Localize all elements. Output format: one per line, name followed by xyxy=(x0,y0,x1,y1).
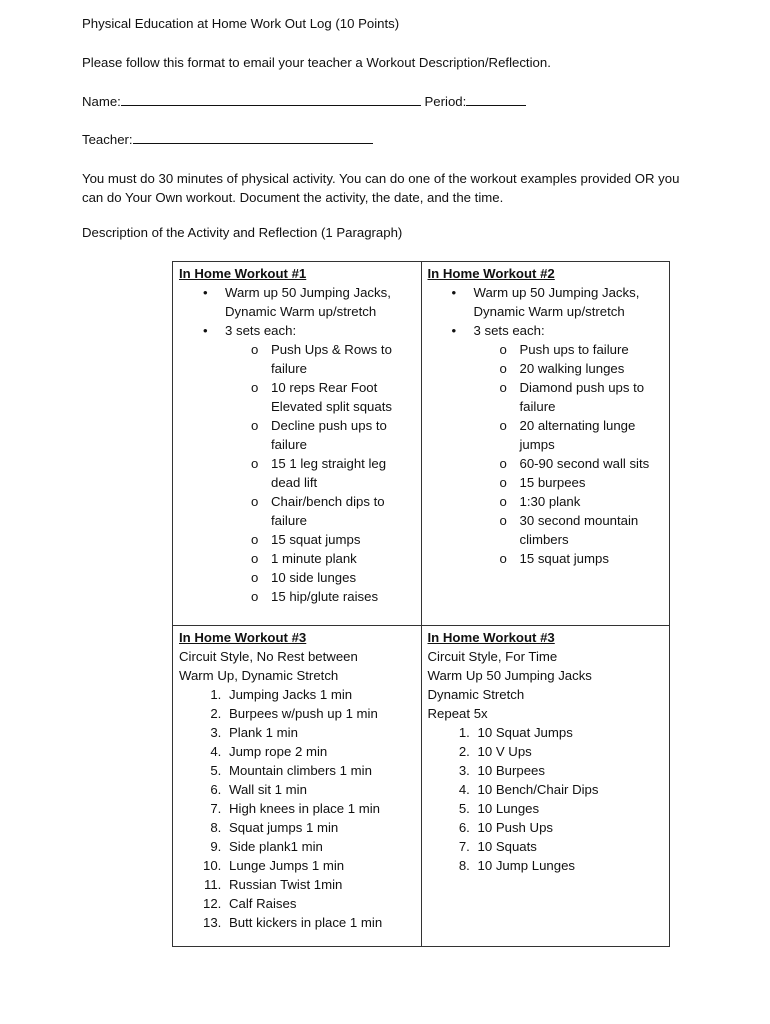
description-prompt: Description of the Activity and Reflection (1 Paragraph) xyxy=(82,225,403,240)
workout-1-bullets xyxy=(179,283,415,606)
workout-2-title: In Home Workout #2 xyxy=(427,266,555,281)
workout-3-intro-2: Warm Up, Dynamic Stretch xyxy=(179,668,339,683)
list-item: o 1:30 plank xyxy=(520,492,664,511)
workout-3-title: In Home Workout #3 xyxy=(179,630,307,645)
list-item: o Diamond push ups to failure xyxy=(520,378,664,416)
workout-2-sets-label: 3 sets each: xyxy=(473,323,545,338)
list-item: 5. Mountain climbers 1 min xyxy=(225,761,415,780)
list-item: o 15 1 leg straight leg dead lift xyxy=(271,454,415,492)
teacher-row xyxy=(82,131,373,147)
instruction-text: Please follow this format to email your teacher a Workout Description/Reflection. xyxy=(82,55,551,70)
name-label: Name: xyxy=(82,94,121,109)
list-item: o 20 walking lunges xyxy=(520,359,664,378)
workout-3-exercise-list xyxy=(179,685,415,932)
workout-1-title: In Home Workout #1 xyxy=(179,266,307,281)
list-item: 1. 10 Squat Jumps xyxy=(474,723,664,742)
list-item: 4. Jump rope 2 min xyxy=(225,742,415,761)
list-item: 8. 10 Jump Lunges xyxy=(474,856,664,875)
workout-cell-3 xyxy=(173,626,422,947)
page-title: Physical Education at Home Work Out Log (10 Points) xyxy=(82,16,400,31)
teacher-blank[interactable] xyxy=(133,131,373,144)
name-blank[interactable] xyxy=(121,93,421,106)
list-item: o 10 side lunges xyxy=(271,568,415,587)
list-item: o Push Ups & Rows to failure xyxy=(271,340,415,378)
list-item: 2. 10 V Ups xyxy=(474,742,664,761)
list-item: o 1 minute plank xyxy=(271,549,415,568)
list-item: 3. Plank 1 min xyxy=(225,723,415,742)
list-item: 6. Wall sit 1 min xyxy=(225,780,415,799)
period-label: Period: xyxy=(424,94,467,109)
list-item: o Decline push ups to failure xyxy=(271,416,415,454)
workout-cell-1 xyxy=(173,262,422,626)
list-item: 2. Burpees w/push up 1 min xyxy=(225,704,415,723)
list-item: o Chair/bench dips to failure xyxy=(271,492,415,530)
list-item: o 10 reps Rear Foot Elevated split squats xyxy=(271,378,415,416)
list-item: o 15 squat jumps xyxy=(520,549,664,568)
workout-2-sets xyxy=(474,321,664,568)
list-item: o 15 squat jumps xyxy=(271,530,415,549)
list-item: 8. Squat jumps 1 min xyxy=(225,818,415,837)
list-item: 10. Lunge Jumps 1 min xyxy=(225,856,415,875)
workout-1-sets xyxy=(225,321,415,606)
workout-table xyxy=(172,261,670,947)
list-item: o Push ups to failure xyxy=(520,340,664,359)
workout-4-intro-2: Warm Up 50 Jumping Jacks xyxy=(427,668,592,683)
list-item: 11. Russian Twist 1min xyxy=(225,875,415,894)
workout-2-exercise-list xyxy=(474,340,664,568)
list-item: 9. Side plank1 min xyxy=(225,837,415,856)
workout-2-bullets xyxy=(428,283,664,568)
workout-4-exercise-list xyxy=(428,723,664,875)
list-item: 3. 10 Burpees xyxy=(474,761,664,780)
workout-1-sets-label: 3 sets each: xyxy=(225,323,297,338)
list-item: 13. Butt kickers in place 1 min xyxy=(225,913,415,932)
workout-4-title: In Home Workout #3 xyxy=(427,630,555,645)
list-item: o 15 hip/glute raises xyxy=(271,587,415,606)
list-item: 4. 10 Bench/Chair Dips xyxy=(474,780,664,799)
workout-3-intro-1: Circuit Style, No Rest between xyxy=(179,649,358,664)
list-item: o 20 alternating lunge jumps xyxy=(520,416,664,454)
list-item: 6. 10 Push Ups xyxy=(474,818,664,837)
workout-1-warmup: • Warm up 50 Jumping Jacks, Dynamic Warm up/stretch xyxy=(225,283,415,321)
workout-4-intro-1: Circuit Style, For Time xyxy=(427,649,558,664)
list-item: 7. High knees in place 1 min xyxy=(225,799,415,818)
list-item: 5. 10 Lunges xyxy=(474,799,664,818)
workout-4-intro-3: Dynamic Stretch xyxy=(427,687,525,702)
requirement-text: You must do 30 minutes of physical activity. You can do one of the workout examples provided OR you can do Your Own workout. Document the activity, the date, and the time. xyxy=(82,171,680,205)
teacher-label: Teacher: xyxy=(82,132,133,147)
workout-1-exercise-list xyxy=(225,340,415,606)
list-item: o 15 burpees xyxy=(520,473,664,492)
workout-4-intro-4: Repeat 5x xyxy=(427,706,488,721)
workout-cell-2 xyxy=(421,262,670,626)
workout-cell-4 xyxy=(421,626,670,947)
workout-2-warmup: • Warm up 50 Jumping Jacks, Dynamic Warm up/stretch xyxy=(474,283,664,321)
list-item: 7. 10 Squats xyxy=(474,837,664,856)
list-item: 1. Jumping Jacks 1 min xyxy=(225,685,415,704)
list-item: o 60-90 second wall sits xyxy=(520,454,664,473)
list-item: o 30 second mountain climbers xyxy=(520,511,664,549)
list-item: 12. Calf Raises xyxy=(225,894,415,913)
period-blank[interactable] xyxy=(466,93,526,106)
name-period-row xyxy=(82,93,526,109)
